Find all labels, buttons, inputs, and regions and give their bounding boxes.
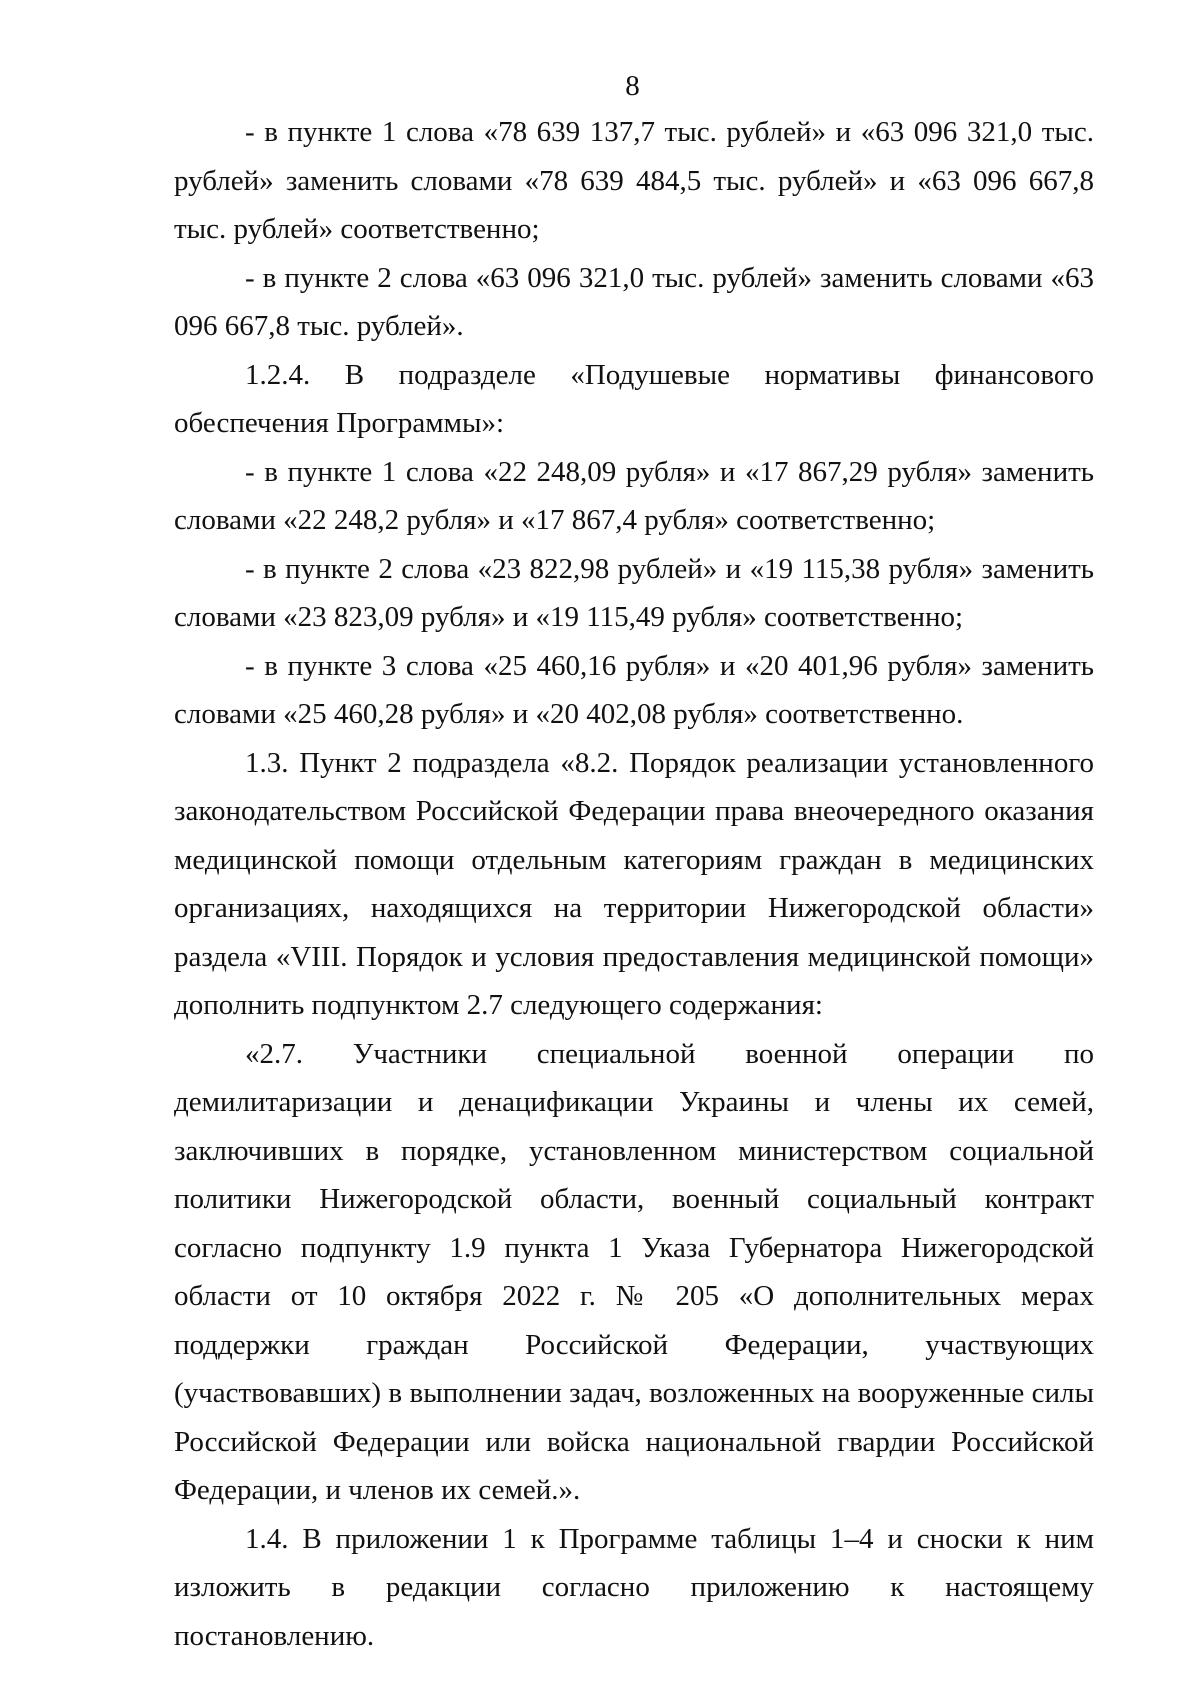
paragraph-section-1-3: 1.3. Пункт 2 подраздела «8.2. Порядок реализации установленного законодательством Российской Федерации права внеочередного оказания медицинской помощи отдельным категориям граждан в медицинских организациях, находящихся на территории Нижегородской области» раздела «VIII. Порядок и условия предоставления медицинской помощи» дополнить подпунктом 2.7 следующего содержания: [174, 746, 1094, 1021]
document-body [174, 108, 1094, 1660]
paragraph-amendment-item-1-totals: - в пункте 1 слова «78 639 137,7 тыс. рублей» и «63 096 321,0 тыс. рублей» заменить словами «78 639 484,5 тыс. рублей» и «63 096 667,8 тыс. рублей» соответственно; [174, 116, 1094, 245]
paragraph-section-1-2-4: 1.2.4. В подразделе «Подушевые нормативы финансового обеспечения Программы»: [174, 358, 1094, 439]
paragraph-amendment-item-3-norms: - в пункте 3 слова «25 460,16 рубля» и «20 401,96 рубля» заменить словами «25 460,28 рубля» и «20 402,08 рубля» соответственно. [174, 649, 1094, 730]
paragraph-amendment-item-2-norms: - в пункте 2 слова «23 822,98 рублей» и «19 115,38 рубля» заменить словами «23 823,09 рубля» и «19 115,49 рубля» соответственно; [174, 552, 1094, 633]
paragraph-amendment-item-1-norms: - в пункте 1 слова «22 248,09 рубля» и «17 867,29 рубля» заменить словами «22 248,2 рубля» и «17 867,4 рубля» соответственно; [174, 455, 1094, 536]
page-number: 8 [625, 70, 640, 102]
paragraph-amendment-item-2-totals: - в пункте 2 слова «63 096 321,0 тыс. рублей» заменить словами «63 096 667,8 тыс. рублей». [174, 261, 1094, 342]
paragraph-section-1-4: 1.4. В приложении 1 к Программе таблицы 1–4 и сноски к ним изложить в редакции согласно приложению к настоящему постановлению. [174, 1522, 1094, 1652]
paragraph-subitem-2-7: «2.7. Участники специальной военной операции по демилитаризации и денацификации Украины и члены их семей, заключивших в порядке, установленном министерством социальной политики Нижегородской области, военный социальный контракт согласно подпункту 1.9 пункта 1 Указа Губернатора Нижегородской области от 10 октября 2022 г. № 205 «О дополнительных мерах поддержки граждан Российской Федерации, участвующих (участвовавших) в выполнении задач, возложенных на вооруженные силы Российской Федерации или войска национальной гвардии Российской Федерации, и членов их семей.». [174, 1037, 1094, 1506]
